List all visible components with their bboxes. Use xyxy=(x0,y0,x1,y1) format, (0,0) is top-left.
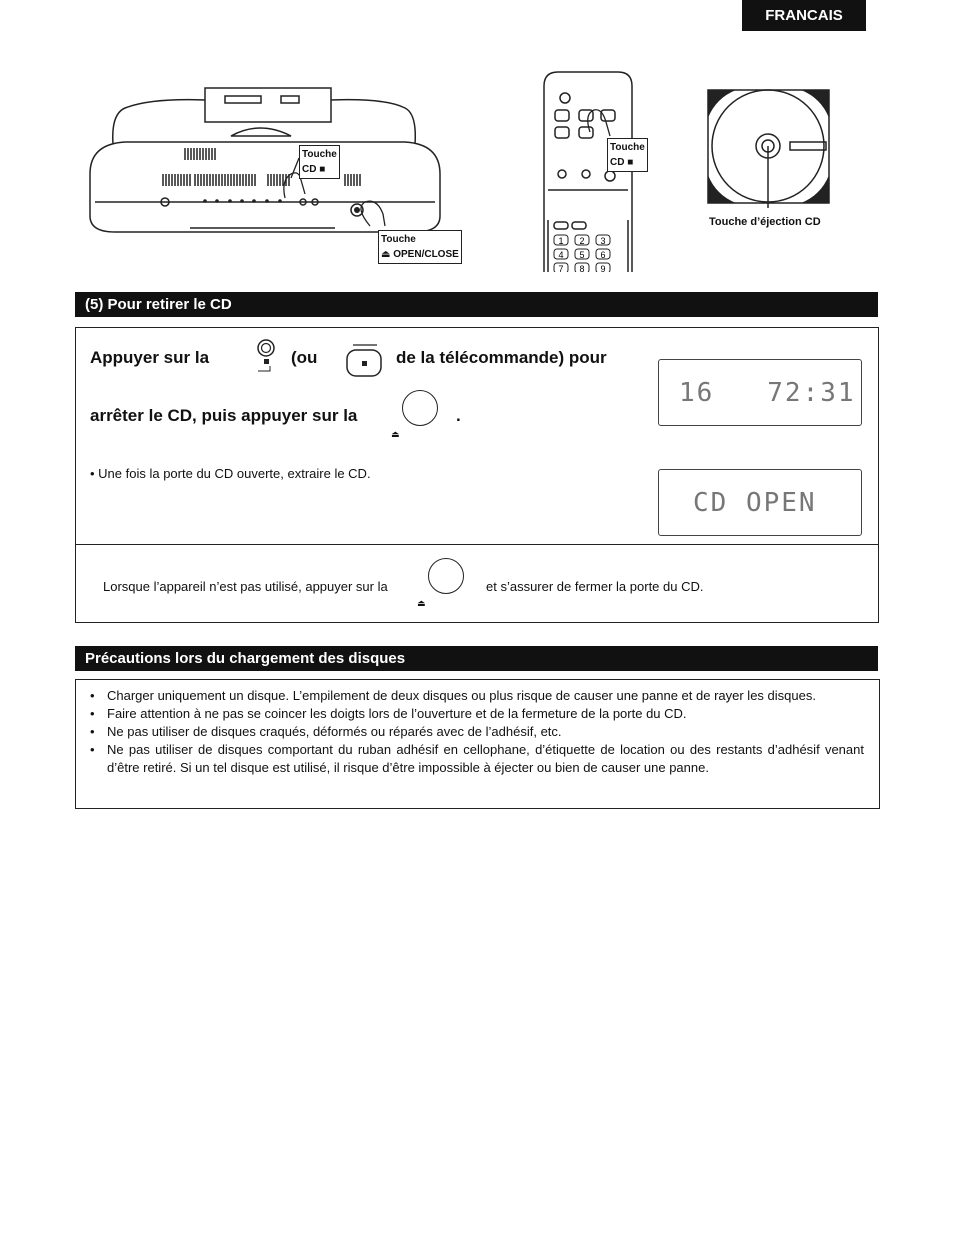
footer-text-part1: Lorsque l’appareil n’est pas utilisé, appuyer sur la xyxy=(103,579,388,594)
list-item: • Charger uniquement un disque. L’empilement de deux disques ou plus risque de causer une panne et de rayer les disques. xyxy=(90,687,864,705)
display-cd-open: CD OPEN xyxy=(658,469,862,536)
open-close-button-icon-footer xyxy=(428,558,464,594)
language-tab: FRANCAIS xyxy=(742,0,866,31)
callout-key: ⏏ OPEN/CLOSE xyxy=(381,249,459,260)
remote-key-9: 9 xyxy=(600,264,606,272)
eject-icon-footer: ⏏ xyxy=(417,598,426,608)
callout-label: Touche xyxy=(302,149,337,160)
remote-key-7: 7 xyxy=(558,264,564,272)
display-track-time: 16 72:31 xyxy=(658,359,862,426)
unit-stop-button-icon xyxy=(256,338,280,374)
callout-label: Touche xyxy=(381,234,416,245)
remote-key-3: 3 xyxy=(600,236,606,246)
instruction-part1: Appuyer sur la xyxy=(90,348,210,367)
remote-key-1: 1 xyxy=(558,236,564,246)
box-divider xyxy=(75,544,879,545)
cd-eject-illustration xyxy=(706,88,832,208)
open-close-button-icon xyxy=(402,390,438,426)
list-item: • Ne pas utiliser de disques comportant du ruban adhésif en cellophane, d’étiquette de location ou des restants d’adhésif venant d’être retiré. Si un tel disque est utilisé, il risque d’être impossible à éjecter ou bien de causer une panne. xyxy=(90,741,864,777)
remote-key-8: 8 xyxy=(579,264,585,272)
remote-stop-callout xyxy=(607,138,648,172)
remote-key-4: 4 xyxy=(558,250,564,260)
note-remove-cd: • Une fois la porte du CD ouverte, extraire le CD. xyxy=(90,466,371,481)
list-item: • Faire attention à ne pas se coincer les doigts lors de l’ouverture et de la fermeture de la porte du CD. xyxy=(90,705,864,723)
eject-button-caption: Touche d’éjection CD xyxy=(709,216,821,228)
unit-stop-callout xyxy=(299,145,340,179)
instruction-part3: de la télécommande) pour xyxy=(396,348,607,367)
remote-key-2: 2 xyxy=(579,236,585,246)
list-item: • Ne pas utiliser de disques craqués, déformés ou réparés avec de l’adhésif, etc. xyxy=(90,723,864,741)
remote-key-5: 5 xyxy=(579,250,585,260)
callout-key: CD ■ xyxy=(302,164,326,175)
main-unit-illustration xyxy=(85,84,465,234)
remote-stop-button-icon xyxy=(345,342,385,380)
callout-key: CD ■ xyxy=(610,157,634,168)
eject-icon: ⏏ xyxy=(391,429,400,439)
instruction-line2: arrêter le CD, puis appuyer sur la xyxy=(90,406,358,425)
instruction-period: . xyxy=(456,406,461,425)
remote-key-6: 6 xyxy=(600,250,606,260)
footer-text-part2: et s’assurer de fermer la porte du CD. xyxy=(486,579,704,594)
section-title-precautions: Précautions lors du chargement des disques xyxy=(75,646,878,671)
instruction-part2: (ou xyxy=(291,348,318,367)
precautions-list xyxy=(90,687,864,777)
unit-open-close-callout xyxy=(378,230,462,264)
section-title-remove-cd: (5) Pour retirer le CD xyxy=(75,292,878,317)
callout-label: Touche xyxy=(610,142,645,153)
